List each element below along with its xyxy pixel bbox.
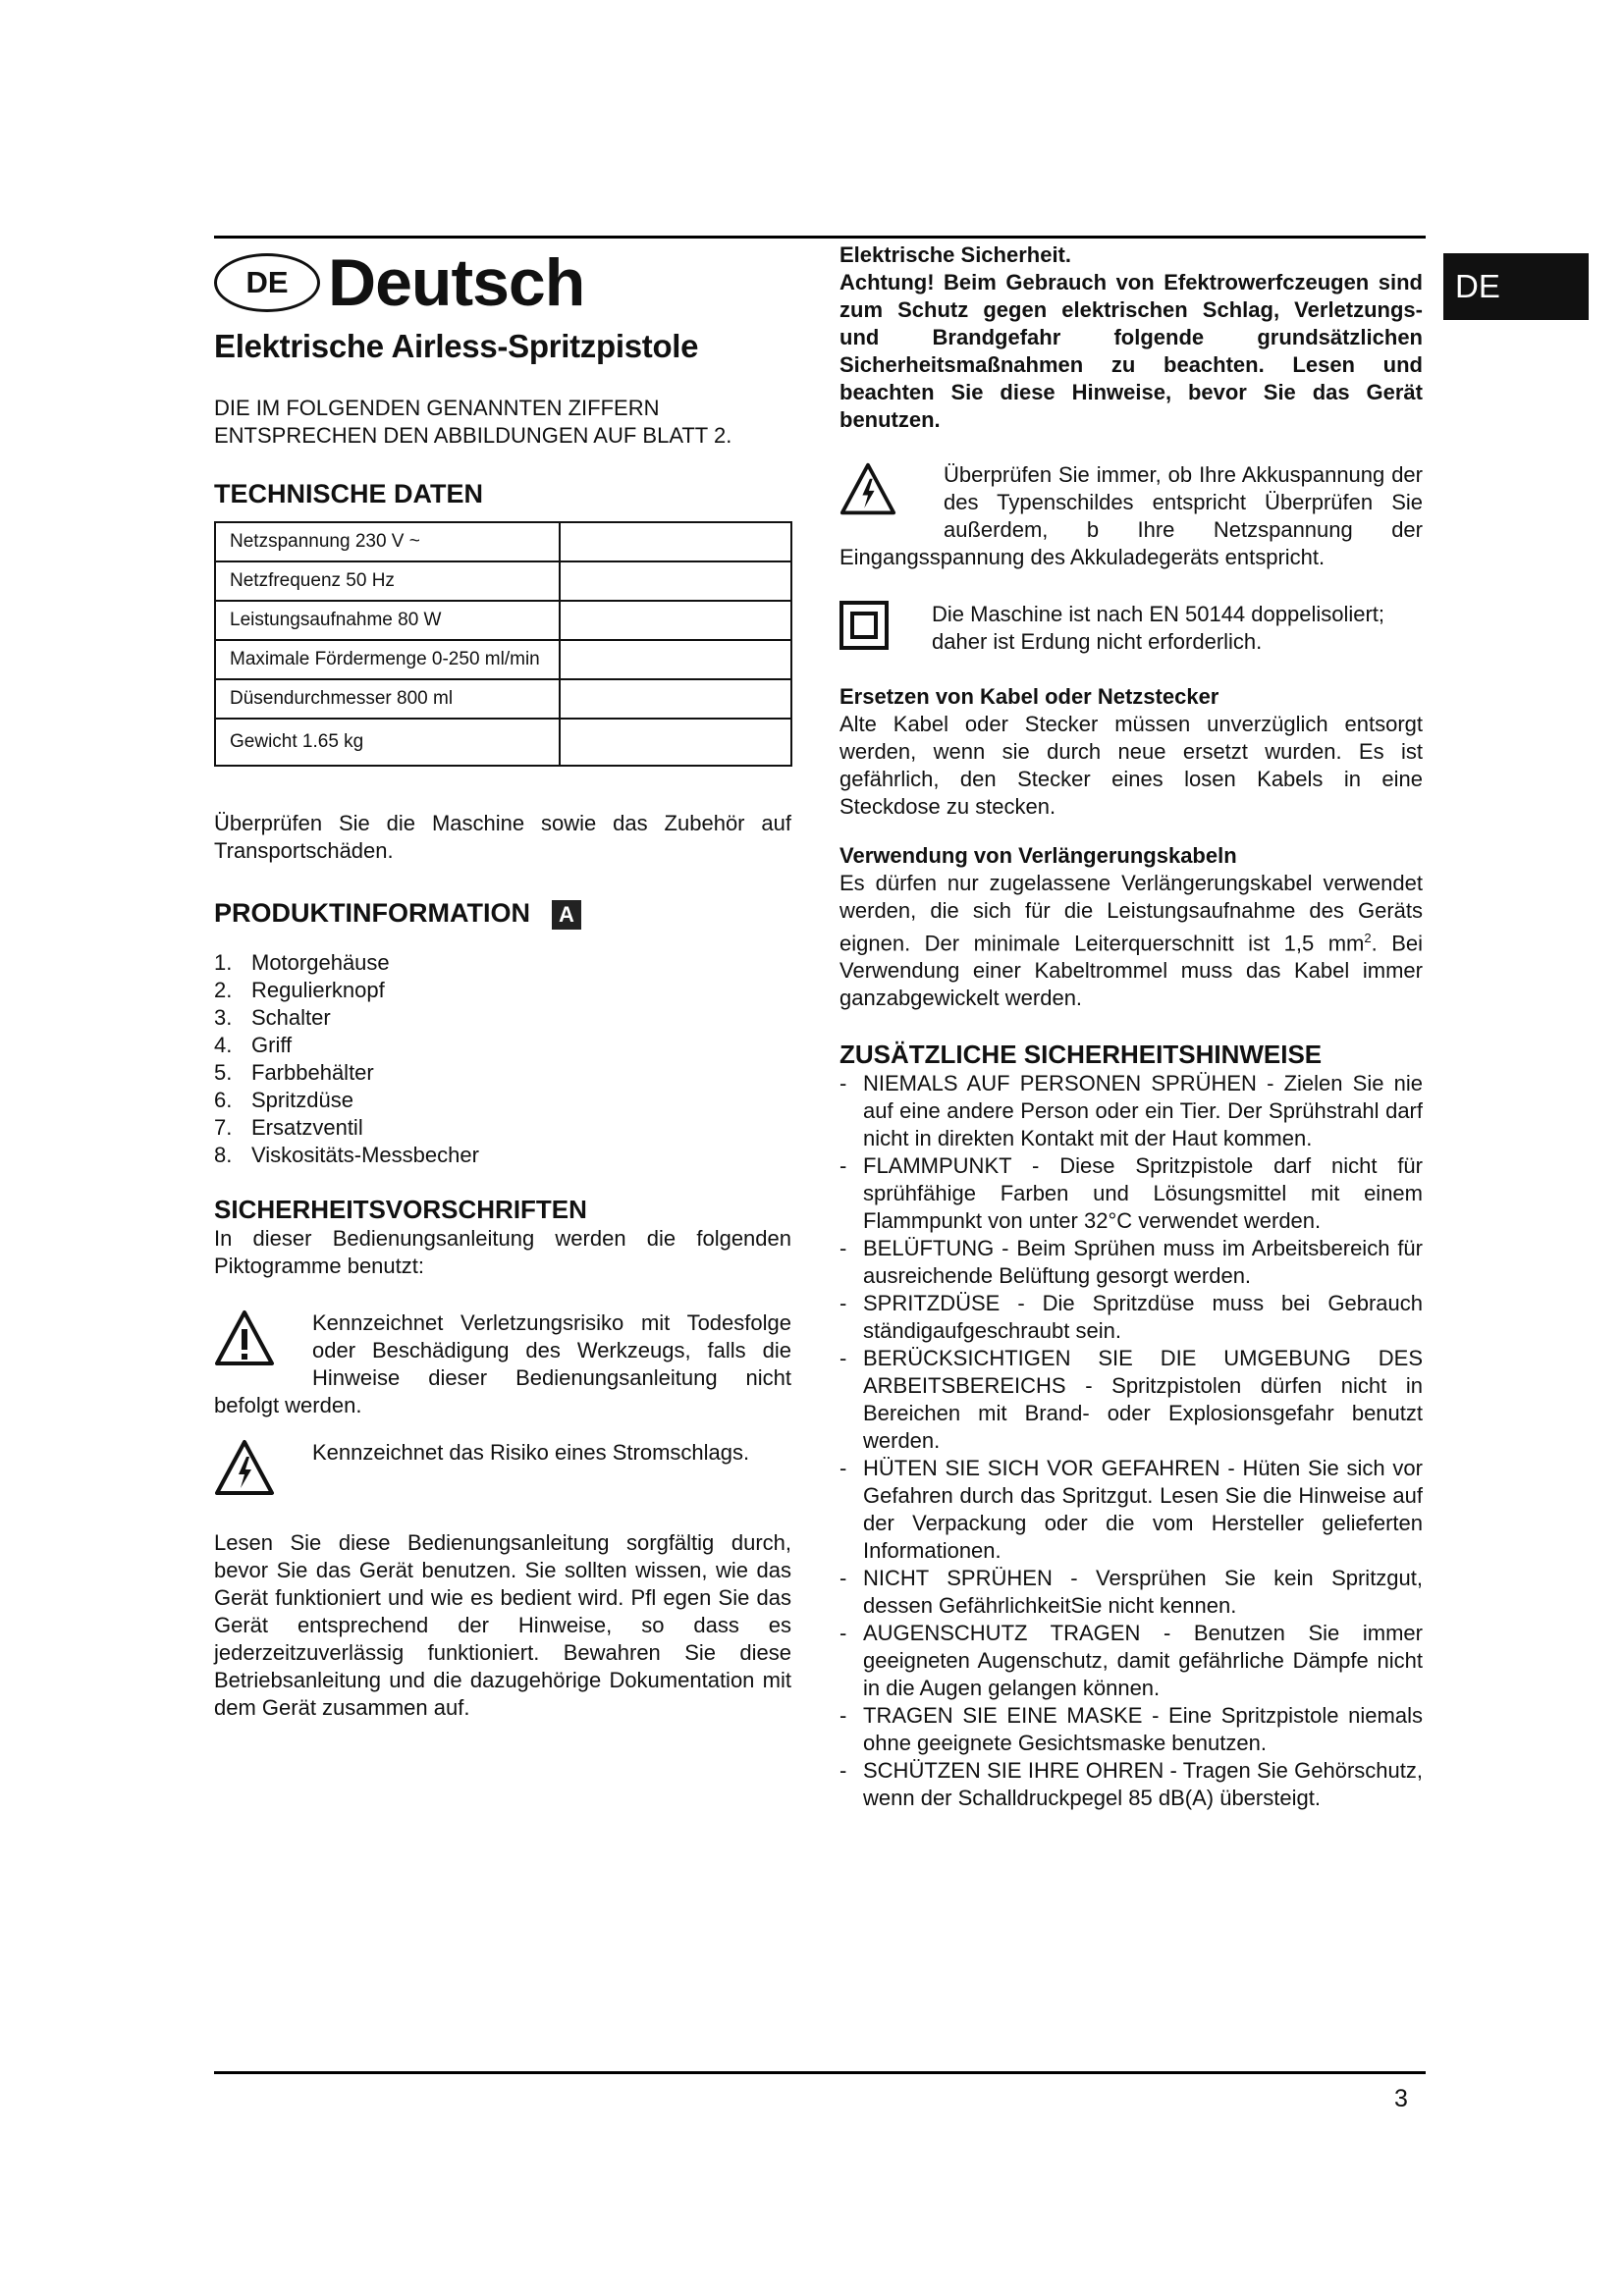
table-cell: Leistungsaufnahme 80 W	[215, 601, 560, 640]
list-item-text: NIEMALS AUF PERSONEN SPRÜHEN - Zielen Sie nie auf eine andere Person oder ein Tier. Der Sprühstrahl darf nicht in direkten Kontakt mit der Haut kommen.	[863, 1071, 1423, 1151]
voltage-check-text: Überprüfen Sie immer, ob Ihre Akkuspannung der des Typenschildes entspricht Überprüfen Sie außerdem, b Ihre Netzspannung der Eingangsspannung des Akkuladegeräts entspricht.	[839, 462, 1423, 569]
language-tab	[1443, 253, 1589, 320]
double-insulation-icon	[839, 601, 889, 650]
list-item-text: BERÜCKSICHTIGEN SIE DIE UMGEBUNG DES ARBEITSBEREICHS - Spritzpistolen dürfen nicht in Bereichen mit Brand- oder Explosionsgefahr benutzt werden.	[863, 1346, 1423, 1454]
table-row	[215, 561, 791, 601]
tech-data-table	[214, 521, 792, 767]
tech-data-heading: TECHNISCHE DATEN	[214, 479, 484, 508]
language-code-oval: DE	[214, 253, 320, 312]
transport-check-text: Überprüfen Sie die Maschine sowie das Zubehör auf Transportschäden.	[214, 811, 791, 863]
list-dash: -	[839, 1758, 847, 1784]
language-name: Deutsch	[328, 245, 585, 320]
list-item	[214, 977, 791, 1004]
right-column	[839, 241, 1423, 1812]
list-item-text: FLAMMPUNKT - Diese Spritzpistole darf nicht für sprühfähige Farben und Lösungsmittel mit einem Flammpunkt von unter 32°C verwendet werden.	[863, 1153, 1423, 1234]
list-item	[839, 1702, 1423, 1757]
list-dash: -	[839, 1703, 847, 1729]
list-item-label: Viskositäts-Messbecher	[251, 1142, 479, 1167]
list-dash: -	[839, 1456, 847, 1481]
table-cell: Gewicht 1.65 kg	[215, 719, 560, 766]
list-item	[214, 1032, 791, 1059]
electrical-safety-warning: Achtung! Beim Gebrauch von Efektrowerfczeugen sind zum Schutz gegen elektrischen Schlag, Verletzungs- und Brandgefahr folgende grundsätzlichen Sicherheitsmaßnahmen zu beachten. Lesen und beachten Sie diese Hinweise, bevor Sie das Gerät benutzen.	[839, 270, 1423, 432]
list-item	[839, 1235, 1423, 1290]
list-item-text: AUGENSCHUTZ TRAGEN - Benutzen Sie immer geeigneten Augenschutz, damit gefährliche Dämpfe nicht in die Augen gelangen können.	[863, 1621, 1423, 1701]
list-dash: -	[839, 1071, 847, 1096]
list-dash: -	[839, 1291, 847, 1316]
list-item	[839, 1152, 1423, 1235]
extension-cable-heading: Verwendung von Verlängerungskabeln	[839, 843, 1237, 868]
list-item-label: Griff	[251, 1032, 293, 1057]
table-row	[215, 640, 791, 679]
warning-text: Kennzeichnet Verletzungsrisiko mit Todesfolge oder Beschädigung des Werkzeugs, falls die Hinweise dieser Bedienungsanleitung nicht befolgt werden.	[214, 1309, 791, 1417]
warning-pictogram-text	[214, 1309, 791, 1419]
table-cell: Netzspannung 230 V ~	[215, 522, 560, 561]
table-cell-empty	[560, 679, 791, 719]
table-cell-empty	[560, 640, 791, 679]
left-column	[214, 241, 791, 1722]
list-item-label: Farbbehälter	[251, 1059, 374, 1085]
language-tab-label: DE	[1455, 268, 1500, 304]
shock-pictogram-block	[214, 1439, 791, 1502]
cable-replacement-heading: Ersetzen von Kabel oder Netzstecker	[839, 684, 1219, 709]
table-row	[215, 719, 791, 766]
list-item	[214, 949, 791, 977]
insulation-pictogram-block	[839, 601, 1423, 664]
insulation-text: Die Maschine ist nach EN 50144 doppelisoliert; daher ist Erdung nicht erforderlich.	[932, 602, 1385, 654]
list-item-text: HÜTEN SIE SICH VOR GEFAHREN - Hüten Sie sich vor Gefahren durch das Spritzgut. Lesen Sie die Hinweise auf der Verpackung oder die vom Hersteller gelieferten Informationen.	[863, 1456, 1423, 1564]
list-item-number: 7.	[214, 1114, 233, 1140]
safety-intro: In dieser Bedienungsanleitung werden die folgenden Piktogramme benutzt:	[214, 1225, 791, 1278]
list-item-text: NICHT SPRÜHEN - Versprühen Sie kein Spritzgut, dessen GefährlichkeitSie nicht kennen.	[863, 1566, 1423, 1619]
list-dash: -	[839, 1236, 847, 1261]
list-item-number: 1.	[214, 949, 233, 975]
additional-safety-list	[839, 1070, 1423, 1812]
extension-cable-text-pre: Es dürfen nur zugelassene Verlängerungskabel verwendet werden, die sich für die Leistungsaufnahme des Geräts eignen. Der minimale Leiterquerschnitt ist 1,5 mm	[839, 871, 1423, 956]
product-info-title: PRODUKTINFORMATION	[214, 898, 530, 928]
list-item	[839, 1565, 1423, 1620]
list-item-text: BELÜFTUNG - Beim Sprühen muss im Arbeitsbereich für ausreichende Belüftung gesorgt werden.	[863, 1236, 1423, 1289]
list-item	[214, 1059, 791, 1087]
list-dash: -	[839, 1153, 847, 1179]
list-item-text: TRAGEN SIE EINE MASKE - Eine Spritzpistole niemals ohne geeignete Gesichtsmaske benutzen.	[863, 1703, 1423, 1756]
list-item-label: Motorgehäuse	[251, 949, 390, 975]
list-item-number: 8.	[214, 1142, 233, 1167]
table-row	[215, 522, 791, 561]
list-item-label: Regulierknopf	[251, 977, 385, 1002]
superscript-2: 2	[1364, 931, 1372, 945]
table-cell-empty	[560, 561, 791, 601]
list-dash: -	[839, 1346, 847, 1371]
list-item	[214, 1142, 791, 1169]
list-item-number: 5.	[214, 1059, 233, 1085]
table-cell-empty	[560, 719, 791, 766]
page-number: 3	[1394, 2085, 1408, 2112]
parts-list	[214, 949, 791, 1169]
shock-text: Kennzeichnet das Risiko eines Stromschlags.	[312, 1439, 750, 1465]
list-dash: -	[839, 1566, 847, 1591]
cable-replacement-text: Alte Kabel oder Stecker müssen unverzüglich entsorgt werden, wenn sie durch neue ersetzt wurden. Es ist gefährlich, den Stecker eines losen Kabels in eine Steckdose zu stecken.	[839, 712, 1423, 819]
language-header	[214, 245, 791, 320]
safety-heading: SICHERHEITSVORSCHRIFTEN	[214, 1194, 587, 1224]
product-info-heading	[214, 898, 791, 930]
list-item-text: SCHÜTZEN SIE IHRE OHREN - Tragen Sie Gehörschutz, wenn der Schalldruckpegel 85 dB(A) übersteigt.	[863, 1758, 1423, 1811]
list-item-text: SPRITZDÜSE - Die Spritzdüse muss bei Gebrauch ständigaufgeschraubt sein.	[863, 1291, 1423, 1344]
electric-shock-icon	[839, 461, 896, 516]
list-item	[214, 1087, 791, 1114]
table-cell: Maximale Fördermenge 0-250 ml/min	[215, 640, 560, 679]
voltage-pictogram-block	[839, 461, 1423, 579]
additional-safety-heading: ZUSÄTZLICHE SICHERHEITSHINWEISE	[839, 1040, 1323, 1070]
table-row	[215, 601, 791, 640]
bottom-rule	[214, 2071, 1426, 2074]
warning-pictogram-block	[214, 1309, 791, 1419]
electric-shock-icon	[214, 1439, 275, 1496]
list-item-label: Schalter	[251, 1004, 331, 1030]
table-row	[215, 679, 791, 719]
top-rule	[214, 236, 1426, 239]
list-item-number: 2.	[214, 977, 233, 1002]
product-title: Elektrische Airless-Spritzpistole	[214, 328, 699, 364]
list-item	[839, 1620, 1423, 1702]
figure-reference-line-2: ENTSPRECHEN DEN ABBILDUNGEN AUF BLATT 2.	[214, 423, 732, 448]
extension-cable-text	[839, 870, 1423, 1012]
read-manual-text: Lesen Sie diese Bedienungsanleitung sorgfältig durch, bevor Sie das Gerät benutzen. Sie sollten wissen, wie das Gerät funktioniert und wie es bedient wird. Pfl egen Sie das Gerät entsprechend der Hinweise, so dass es jederzeitzuverlässig funktioniert. Bewahren Sie diese Betriebsanleitung und die dazugehörige Dokumentation mit dem Gerät zusammen auf.	[214, 1529, 791, 1720]
list-item-number: 3.	[214, 1004, 233, 1030]
figure-reference-note	[214, 395, 791, 450]
figure-a-badge: A	[552, 900, 581, 930]
list-item	[839, 1757, 1423, 1812]
list-item-label: Ersatzventil	[251, 1114, 363, 1140]
list-item	[839, 1290, 1423, 1345]
electrical-safety-heading: Elektrische Sicherheit.	[839, 242, 1071, 267]
list-item-label: Spritzdüse	[251, 1087, 353, 1112]
list-item	[214, 1004, 791, 1032]
list-item	[839, 1345, 1423, 1455]
list-item	[214, 1114, 791, 1142]
table-cell: Netzfrequenz 50 Hz	[215, 561, 560, 601]
figure-reference-line-1: DIE IM FOLGENDEN GENANNTEN ZIFFERN	[214, 396, 660, 420]
voltage-pictogram-text	[839, 461, 1423, 571]
warning-triangle-icon	[214, 1309, 275, 1366]
table-cell-empty	[560, 601, 791, 640]
list-item	[839, 1070, 1423, 1152]
extension-cable-text-post: . Bei Verwendung einer Kabeltrommel muss das Kabel immer ganzabgewickelt werden.	[839, 931, 1423, 1011]
list-dash: -	[839, 1621, 847, 1646]
list-item	[839, 1455, 1423, 1565]
table-cell: Düsendurchmesser 800 ml	[215, 679, 560, 719]
table-cell-empty	[560, 522, 791, 561]
list-item-number: 6.	[214, 1087, 233, 1112]
list-item-number: 4.	[214, 1032, 233, 1057]
